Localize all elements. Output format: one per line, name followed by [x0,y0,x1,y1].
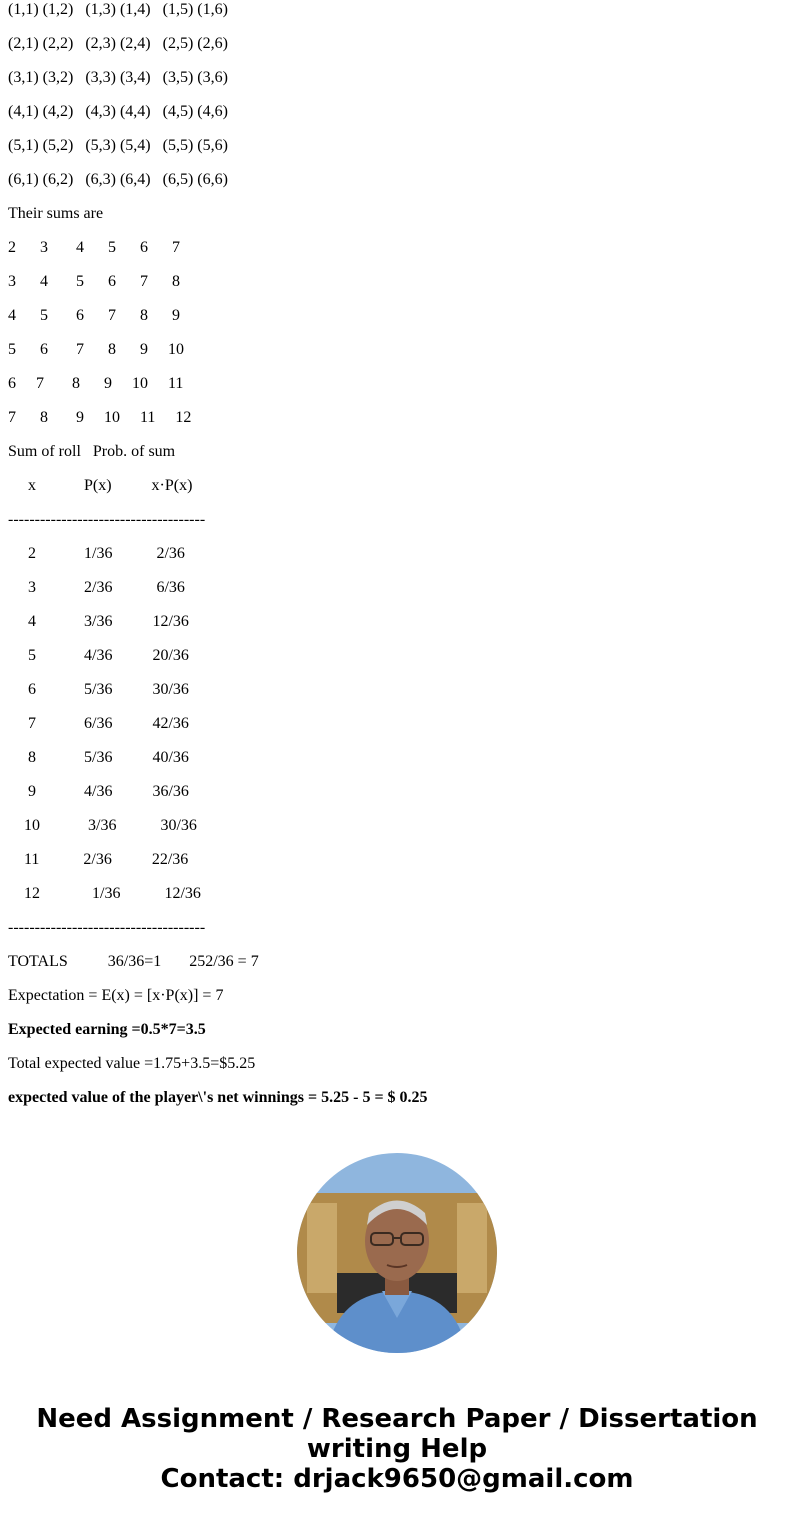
sum-row-3: 4 5 6 7 8 9 [8,307,180,324]
sum-row-6: 7 8 9 10 11 12 [8,409,192,426]
pair-row-5: (5,1) (5,2) (5,3) (5,4) (5,5) (5,6) [8,137,228,154]
prob-row-11: 11 2/36 22/36 [8,851,189,868]
sum-row-1: 2 3 4 5 6 7 [8,239,180,256]
pair-row-3: (3,1) (3,2) (3,3) (3,4) (3,5) (3,6) [8,69,228,86]
prob-table-caption: Sum of roll Prob. of sum [8,443,176,460]
pair-row-4: (4,1) (4,2) (4,3) (4,4) (4,5) (4,6) [8,103,228,120]
author-avatar [297,1153,497,1353]
prob-row-7: 7 6/36 42/36 [8,715,189,732]
prob-row-9: 9 4/36 36/36 [8,783,189,800]
sum-row-4: 5 6 7 8 9 10 [8,341,184,358]
prob-row-4: 4 3/36 12/36 [8,613,189,630]
prob-row-8: 8 5/36 40/36 [8,749,189,766]
prob-row-12: 12 1/36 12/36 [8,885,201,902]
prob-row-5: 5 4/36 20/36 [8,647,189,664]
prob-row-2: 2 1/36 2/36 [8,545,185,562]
promo-line-1: Need Assignment / Research Paper / Dissertation [36,1404,758,1434]
prob-row-3: 3 2/36 6/36 [8,579,185,596]
sum-row-5: 6 7 8 9 10 11 [8,375,184,392]
prob-row-10: 10 3/36 30/36 [8,817,197,834]
prob-row-6: 6 5/36 30/36 [8,681,189,698]
prob-table-header: x P(x) x·P(x) [8,477,193,494]
net-winnings-line: expected value of the player\'s net winnings = 5.25 - 5 = $ 0.25 [8,1089,428,1106]
sums-heading: Their sums are [8,205,104,222]
avatar-portrait [297,1153,497,1353]
total-expected-value-line: Total expected value =1.75+3.5=$5.25 [8,1055,256,1072]
expected-earning-line: Expected earning =0.5*7=3.5 [8,1021,206,1038]
divider-bottom: ------------------------------------- [8,919,206,936]
pair-row-6: (6,1) (6,2) (6,3) (6,4) (6,5) (6,6) [8,171,228,188]
divider-top: ------------------------------------- [8,511,206,528]
expectation-line: Expectation = E(x) = [x·P(x)] = 7 [8,987,224,1004]
pair-row-2: (2,1) (2,2) (2,3) (2,4) (2,5) (2,6) [8,35,228,52]
promo-line-2: writing Help [306,1434,488,1464]
promo-contact: Contact: drjack9650@gmail.com [160,1464,634,1494]
sum-row-2: 3 4 5 6 7 8 [8,273,180,290]
totals-row: TOTALS 36/36=1 252/36 = 7 [8,953,259,970]
pair-row-1: (1,1) (1,2) (1,3) (1,4) (1,5) (1,6) [8,1,228,18]
